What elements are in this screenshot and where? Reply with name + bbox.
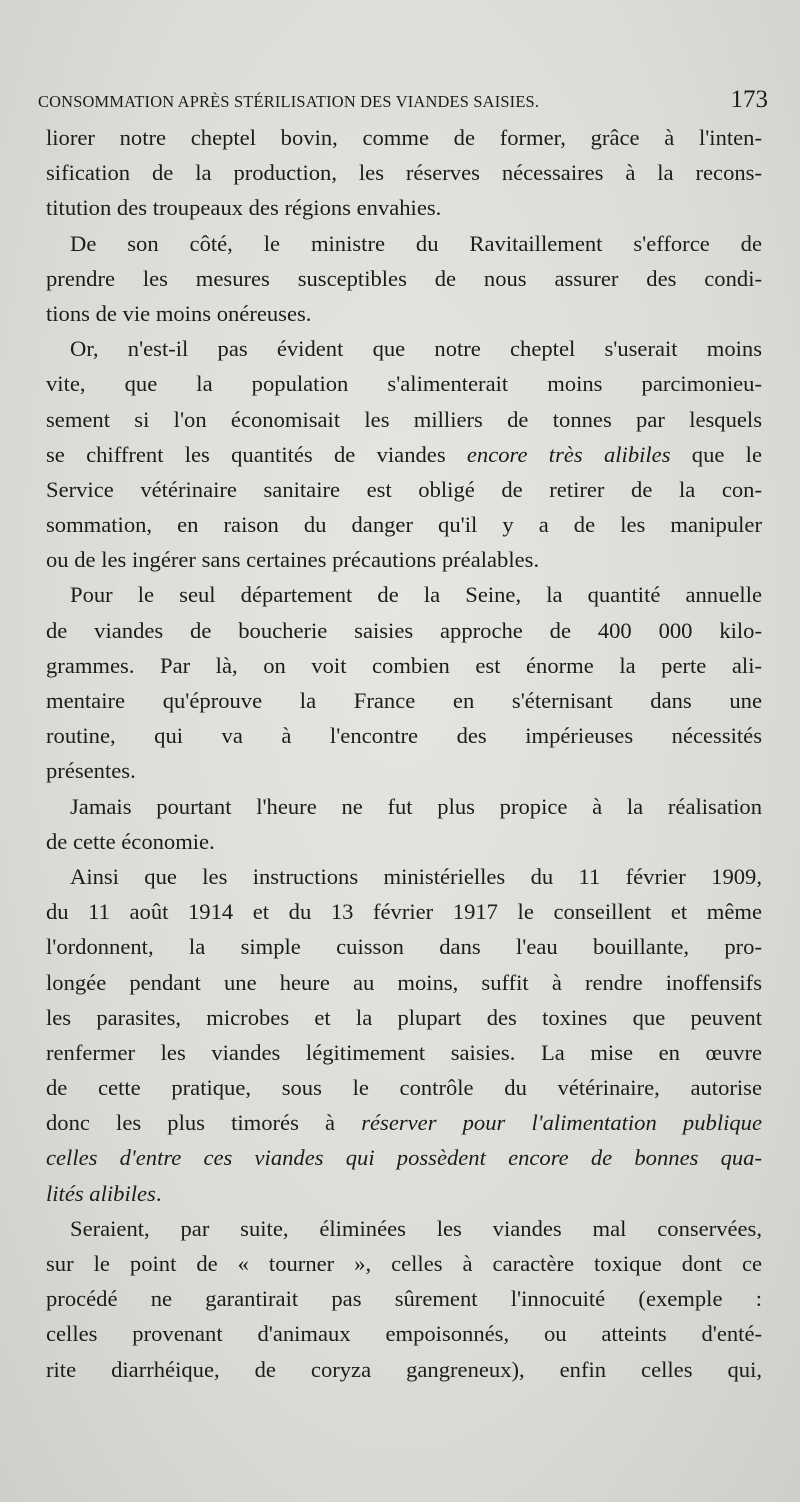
text-line: celles provenant d'animaux empoisonnés, ou atteints d'enté-: [46, 1321, 762, 1347]
text-line: [46, 1140, 762, 1175]
text-line: Or, n'est-il pas évident que notre cheptel s'userait moins: [70, 336, 762, 362]
text-line: titution des troupeaux des régions envahies.: [46, 195, 442, 221]
text-line: routine, qui va à l'encontre des impérieuses nécessités: [46, 723, 762, 749]
page-number: 173: [730, 86, 768, 113]
text-line: procédé ne garantirait pas sûrement l'innocuité (exemple :: [46, 1286, 762, 1312]
text-line: du 11 août 1914 et du 13 février 1917 le conseillent et même: [46, 899, 762, 925]
text-line: sement si l'on économisait les milliers de tonnes par lesquels: [46, 406, 762, 432]
text-line: De son côté, le ministre du Ravitaillement s'efforce de: [70, 230, 762, 256]
text-line: prendre les mesures susceptibles de nous assurer des condi-: [46, 265, 762, 291]
text-roman: se chiffrent les quantités de viandes: [46, 441, 467, 467]
text-line: Ainsi que les instructions ministérielles du 11 février 1909,: [70, 863, 762, 889]
text-italic: lités alibiles: [46, 1180, 156, 1206]
text-roman: que le: [670, 441, 762, 467]
text-italic: encore très alibiles: [466, 441, 671, 467]
text-line: Seraient, par suite, éliminées les viandes mal conservées,: [70, 1215, 762, 1241]
running-header: [38, 86, 768, 116]
text-line: les parasites, microbes et la plupart des toxines que peuvent: [46, 1004, 762, 1030]
text-line: sur le point de « tourner », celles à caractère toxique dont ce: [46, 1251, 762, 1276]
text-roman: donc les plus timorés à: [46, 1110, 362, 1136]
text-line: de viandes de boucherie saisies approche de 400 000 kilo-: [46, 617, 762, 643]
text-line: vite, que la population s'alimenterait moins parcimonieu-: [46, 371, 762, 397]
text-line: liorer notre cheptel bovin, comme de former, grâce à l'inten-: [46, 125, 762, 150]
text-line: longée pendant une heure au moins, suffit à rendre inoffensifs: [46, 969, 762, 995]
text-italic: réserver pour l'alimentation publique: [361, 1110, 762, 1136]
body-text: [46, 120, 762, 1387]
text-roman: .: [155, 1180, 162, 1206]
running-title: CONSOMMATION APRÈS STÉRILISATION DES VIANDES SAISIES.: [38, 92, 540, 111]
text-line: Pour le seul département de la Seine, la quantité annuelle: [70, 582, 762, 608]
text-line: grammes. Par là, on voit combien est énorme la perte ali-: [46, 652, 762, 678]
text-line: sommation, en raison du danger qu'il y a de les manipuler: [46, 512, 762, 538]
text-line: de cette pratique, sous le contrôle du vétérinaire, autorise: [46, 1075, 762, 1101]
text-line: renfermer les viandes légitimement saisies. La mise en œuvre: [46, 1039, 762, 1065]
text-line: Service vétérinaire sanitaire est obligé de retirer de la con-: [46, 476, 762, 502]
text-line: l'ordonnent, la simple cuisson dans l'eau bouillante, pro-: [46, 934, 762, 960]
text-line: [46, 437, 762, 472]
text-line: mentaire qu'éprouve la France en s'éternisant dans une: [46, 688, 762, 713]
text-line: présentes.: [46, 758, 136, 784]
text-line: Jamais pourtant l'heure ne fut plus propice à la réalisation: [70, 793, 762, 819]
text-line: tions de vie moins onéreuses.: [46, 300, 312, 326]
text-line: [46, 1105, 762, 1140]
text-line: de cette économie.: [46, 828, 215, 854]
text-line: sification de la production, les réserves nécessaires à la recons-: [46, 160, 762, 186]
text-line: ou de les ingérer sans certaines précautions préalables.: [46, 547, 540, 573]
text-italic: celles d'entre ces viandes qui possèdent encore de bonnes qua-: [46, 1145, 762, 1171]
text-line: [46, 1176, 762, 1211]
text-line: rite diarrhéique, de coryza gangreneux), enfin celles qui,: [46, 1356, 762, 1382]
